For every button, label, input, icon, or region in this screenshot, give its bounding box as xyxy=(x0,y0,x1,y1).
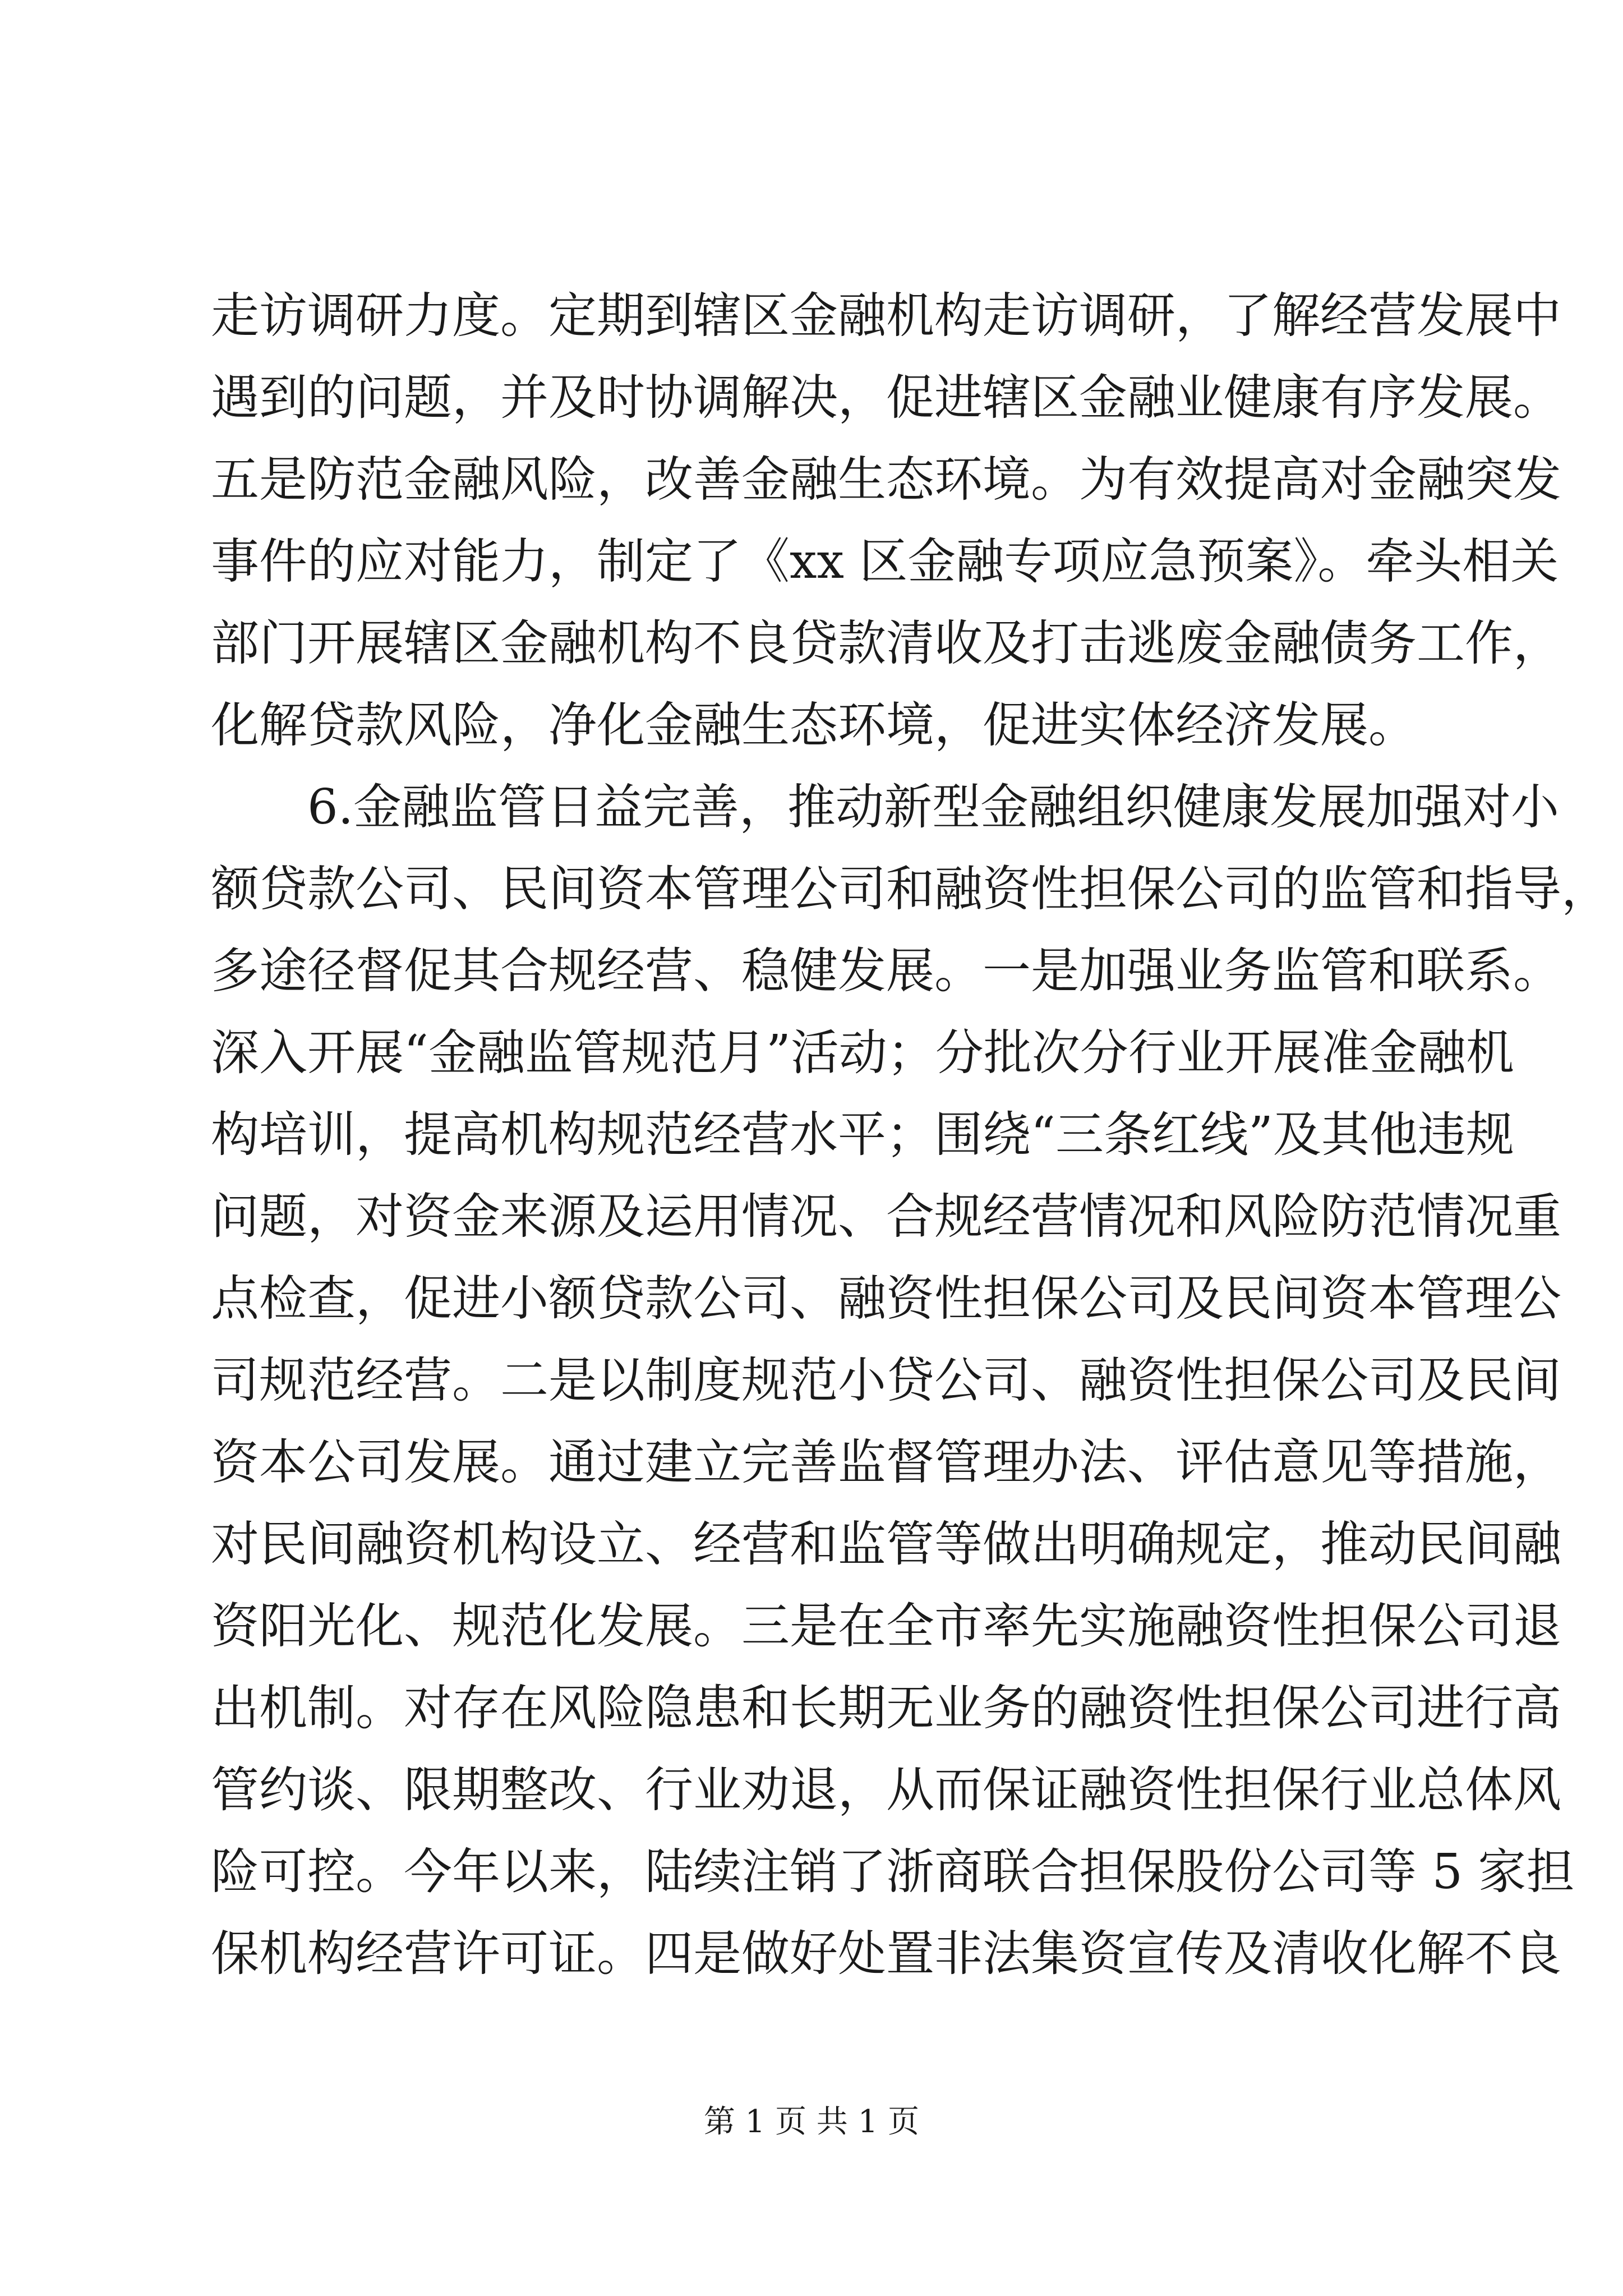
paragraph-2-line-15: 保机构经营许可证。四是做好处置非法集资宣传及清收化解不良 xyxy=(211,1926,1561,1982)
page-footer xyxy=(0,2102,1623,2142)
paragraph-2-line-14: 险可控。今年以来，陆续注销了浙商联合担保股份公司等 5 家担 xyxy=(211,1844,1575,1900)
paragraph-2-line-13: 管约谈、限期整改、行业劝退，从而保证融资性担保行业总体风 xyxy=(211,1762,1561,1818)
document-body xyxy=(211,275,1610,1995)
paragraph-1-line-3: 五是防范金融风险，改善金融生态环境。为有效提高对金融突发 xyxy=(211,452,1561,508)
paragraph-2-line-9: 资本公司发展。通过建立完善监督管理办法、评估意见等措施， xyxy=(211,1434,1561,1490)
paragraph-2-line-6: 问题，对资金来源及运用情况、合规经营情况和风险防范情况重 xyxy=(211,1189,1561,1245)
paragraph-2-line-7: 点检查，促进小额贷款公司、融资性担保公司及民间资本管理公 xyxy=(211,1271,1561,1327)
paragraph-1-line-1: 走访调研力度。定期到辖区金融机构走访调研，了解经营发展中 xyxy=(211,288,1561,344)
paragraph-2-line-11: 资阳光化、规范化发展。三是在全市率先实施融资性担保公司退 xyxy=(211,1598,1561,1654)
paragraph-1-line-2: 遇到的问题，并及时协调解决，促进辖区金融业健康有序发展。 xyxy=(211,370,1561,426)
paragraph-2-line-12: 出机制。对存在风险隐患和长期无业务的融资性担保公司进行高 xyxy=(211,1680,1561,1736)
paragraph-1-line-4: 事件的应对能力，制定了《xx 区金融专项应急预案》。牵头相关 xyxy=(211,533,1559,590)
paragraph-2-line-3: 多途径督促其合规经营、稳健发展。一是加强业务监管和联系。 xyxy=(211,943,1561,999)
paragraph-2-line-10: 对民间融资机构设立、经营和监管等做出明确规定，推动民间融 xyxy=(211,1516,1561,1572)
paragraph-2-line-5: 构培训，提高机构规范经营水平；围绕“三条红线”及其他违规 xyxy=(211,1107,1514,1163)
paragraph-2-line-2: 额贷款公司、民间资本管理公司和融资性担保公司的监管和指导， xyxy=(211,861,1610,917)
paragraph-2-line-8: 司规范经营。二是以制度规范小贷公司、融资性担保公司及民间 xyxy=(211,1352,1561,1409)
paragraph-1-line-6: 化解贷款风险，净化金融生态环境，促进实体经济发展。 xyxy=(211,697,1417,753)
paragraph-2-line-4: 深入开展“金融监管规范月”活动；分批次分行业开展准金融机 xyxy=(211,1025,1514,1081)
page-number-label: 第 1 页 共 1 页 xyxy=(703,2104,920,2140)
paragraph-1-line-5: 部门开展辖区金融机构不良贷款清收及打击逃废金融债务工作， xyxy=(211,615,1561,671)
paragraph-2-line-1: 6.金融监管日益完善，推动新型金融组织健康发展加强对小 xyxy=(307,779,1560,835)
